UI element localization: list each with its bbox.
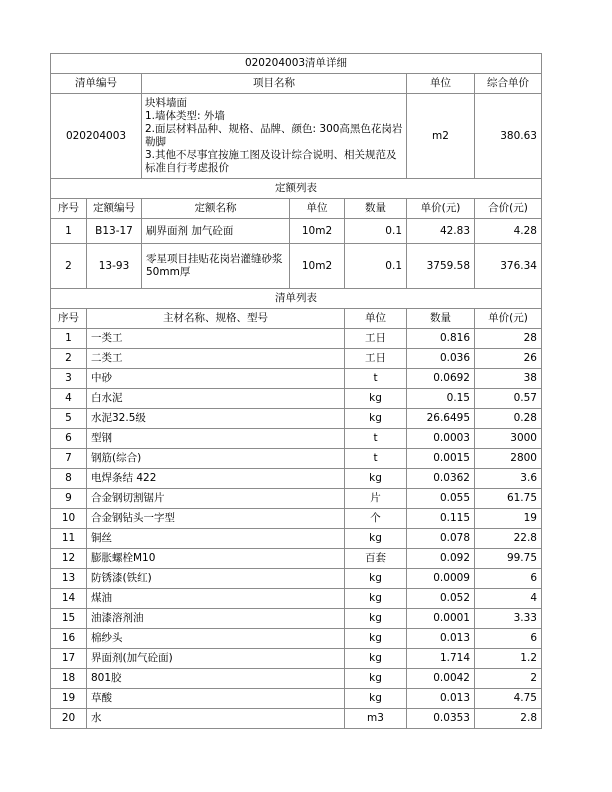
material-index: 14 [51,589,87,609]
quota-header-code: 定额编号 [87,199,142,219]
material-name: 界面剂(加气砼面) [87,649,345,669]
material-unit-price: 2.8 [475,709,542,729]
material-header-index: 序号 [51,309,87,329]
material-row [51,549,542,569]
material-index: 6 [51,429,87,449]
material-unit: t [345,369,407,389]
quota-name: 零星项目挂贴花岗岩灌缝砂浆50mm厚 [142,244,290,289]
quota-header-name: 定额名称 [142,199,290,219]
material-unit-price: 3.6 [475,469,542,489]
quota-row [51,244,542,289]
quota-header-unit: 单位 [290,199,345,219]
material-name: 膨胀螺栓M10 [87,549,345,569]
quota-header-row [51,199,542,219]
material-unit: 百套 [345,549,407,569]
material-header-unit-price: 单价(元) [475,309,542,329]
material-unit: kg [345,689,407,709]
main-item-unit: m2 [407,94,475,179]
quota-section-row [51,179,542,199]
material-unit-price: 26 [475,349,542,369]
material-row [51,589,542,609]
material-index: 12 [51,549,87,569]
material-qty: 0.0015 [407,449,475,469]
quota-code: B13-17 [87,219,142,244]
material-row [51,429,542,449]
material-index: 4 [51,389,87,409]
material-qty: 0.0353 [407,709,475,729]
material-unit: 个 [345,509,407,529]
material-row [51,349,542,369]
material-unit: kg [345,469,407,489]
quota-unit: 10m2 [290,219,345,244]
quota-header-unit-price: 单价(元) [407,199,475,219]
quota-unit-price: 3759.58 [407,244,475,289]
material-name: 防锈漆(铁红) [87,569,345,589]
material-index: 18 [51,669,87,689]
material-unit-price: 3.33 [475,609,542,629]
quota-section-title: 定额列表 [51,179,542,199]
bill-detail-table [50,53,542,729]
material-unit-price: 2800 [475,449,542,469]
material-index: 7 [51,449,87,469]
main-header-name: 项目名称 [142,74,407,94]
main-item-price: 380.63 [475,94,542,179]
material-name: 二类工 [87,349,345,369]
material-qty: 0.816 [407,329,475,349]
description-line: 3.其他不尽事宜按施工图及设计综合说明、相关规范及标准自行考虑报价 [145,149,397,174]
material-name: 合金钢钻头一字型 [87,509,345,529]
material-name: 中砂 [87,369,345,389]
material-unit: 工日 [345,329,407,349]
quota-header-total: 合价(元) [475,199,542,219]
material-unit: t [345,429,407,449]
material-qty: 0.036 [407,349,475,369]
material-name: 钢筋(综合) [87,449,345,469]
material-qty: 0.115 [407,509,475,529]
material-index: 20 [51,709,87,729]
material-row [51,489,542,509]
material-name: 油漆溶剂油 [87,609,345,629]
material-qty: 0.055 [407,489,475,509]
material-unit-price: 4 [475,589,542,609]
quota-code: 13-93 [87,244,142,289]
material-qty: 0.092 [407,549,475,569]
quota-unit-price: 42.83 [407,219,475,244]
material-index: 11 [51,529,87,549]
material-index: 5 [51,409,87,429]
material-name: 801胶 [87,669,345,689]
material-qty: 0.0042 [407,669,475,689]
material-index: 15 [51,609,87,629]
material-unit: kg [345,389,407,409]
material-index: 2 [51,349,87,369]
material-index: 10 [51,509,87,529]
material-row [51,649,542,669]
material-name: 型钢 [87,429,345,449]
material-index: 8 [51,469,87,489]
quota-name: 刷界面剂 加气砼面 [142,219,290,244]
material-unit-price: 38 [475,369,542,389]
quota-row [51,219,542,244]
material-unit-price: 6 [475,629,542,649]
material-name: 白水泥 [87,389,345,409]
material-row [51,689,542,709]
material-index: 1 [51,329,87,349]
material-section-row [51,289,542,309]
material-unit-price: 22.8 [475,529,542,549]
main-item-description [142,94,407,179]
material-row [51,629,542,649]
quota-unit: 10m2 [290,244,345,289]
material-row [51,709,542,729]
main-header-code: 清单编号 [51,74,142,94]
quota-index: 2 [51,244,87,289]
material-row [51,409,542,429]
material-unit: t [345,449,407,469]
material-name: 水泥32.5级 [87,409,345,429]
material-name: 棉纱头 [87,629,345,649]
description-line: 1.墙体类型: 外墙 [145,110,225,122]
material-header-unit: 单位 [345,309,407,329]
material-name: 煤油 [87,589,345,609]
quota-total: 4.28 [475,219,542,244]
material-qty: 0.0001 [407,609,475,629]
main-item-row [51,94,542,179]
material-name: 电焊条结 422 [87,469,345,489]
material-section-title: 清单列表 [51,289,542,309]
material-header-name: 主材名称、规格、型号 [87,309,345,329]
material-index: 19 [51,689,87,709]
material-index: 16 [51,629,87,649]
material-qty: 0.0003 [407,429,475,449]
material-unit: m3 [345,709,407,729]
quota-header-index: 序号 [51,199,87,219]
material-unit-price: 0.57 [475,389,542,409]
material-index: 13 [51,569,87,589]
material-index: 3 [51,369,87,389]
material-unit-price: 3000 [475,429,542,449]
material-row [51,369,542,389]
material-index: 17 [51,649,87,669]
material-qty: 0.013 [407,629,475,649]
material-unit-price: 0.28 [475,409,542,429]
material-row [51,529,542,549]
material-unit-price: 6 [475,569,542,589]
material-row [51,669,542,689]
main-item-code: 020204003 [51,94,142,179]
material-qty: 26.6495 [407,409,475,429]
material-row [51,509,542,529]
material-unit: kg [345,649,407,669]
material-qty: 0.0009 [407,569,475,589]
material-unit-price: 61.75 [475,489,542,509]
material-name: 一类工 [87,329,345,349]
quota-qty: 0.1 [345,244,407,289]
material-qty: 0.052 [407,589,475,609]
material-unit: kg [345,569,407,589]
quota-index: 1 [51,219,87,244]
quota-qty: 0.1 [345,219,407,244]
material-row [51,389,542,409]
material-unit: kg [345,409,407,429]
material-unit: kg [345,589,407,609]
material-row [51,449,542,469]
material-unit: kg [345,669,407,689]
material-row [51,329,542,349]
material-qty: 0.0362 [407,469,475,489]
material-index: 9 [51,489,87,509]
quota-total: 376.34 [475,244,542,289]
material-unit-price: 19 [475,509,542,529]
main-header-price: 综合单价 [475,74,542,94]
main-header-unit: 单位 [407,74,475,94]
material-name: 合金钢切割锯片 [87,489,345,509]
material-unit: kg [345,629,407,649]
material-qty: 1.714 [407,649,475,669]
description-line: 2.面层材料品种、规格、品牌、颜色: 300高黑色花岗岩勒脚 [145,123,403,148]
material-qty: 0.013 [407,689,475,709]
material-unit-price: 2 [475,669,542,689]
material-unit-price: 4.75 [475,689,542,709]
material-header-row [51,309,542,329]
table-title: 020204003清单详细 [51,54,542,74]
material-qty: 0.15 [407,389,475,409]
material-unit-price: 99.75 [475,549,542,569]
material-qty: 0.078 [407,529,475,549]
material-unit: kg [345,529,407,549]
quota-header-qty: 数量 [345,199,407,219]
material-row [51,569,542,589]
material-unit-price: 1.2 [475,649,542,669]
main-header-row [51,74,542,94]
material-unit-price: 28 [475,329,542,349]
description-line: 块料墙面 [145,97,187,109]
material-unit: 工日 [345,349,407,369]
material-qty: 0.0692 [407,369,475,389]
material-row [51,469,542,489]
material-row [51,609,542,629]
material-header-qty: 数量 [407,309,475,329]
material-unit: 片 [345,489,407,509]
material-unit: kg [345,609,407,629]
material-name: 水 [87,709,345,729]
material-name: 草酸 [87,689,345,709]
title-row [51,54,542,74]
material-name: 铜丝 [87,529,345,549]
